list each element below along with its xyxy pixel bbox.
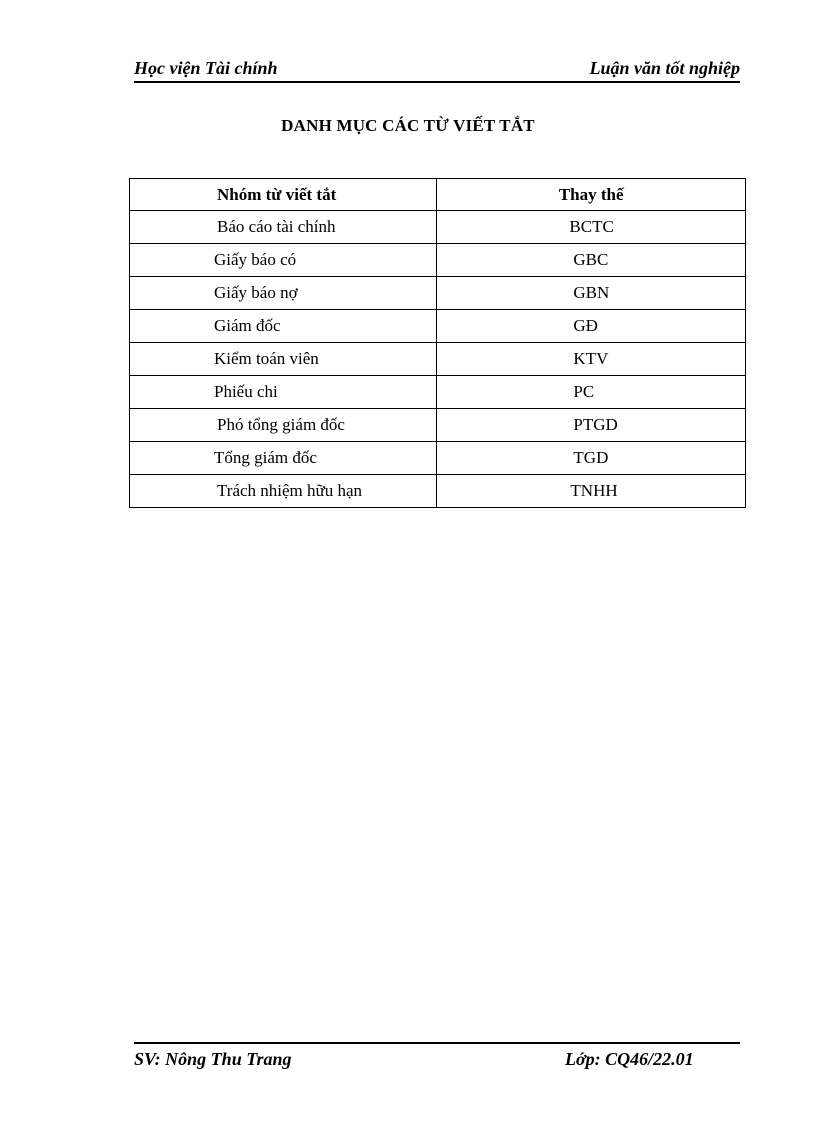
term-cell: Tổng giám đốc — [130, 442, 437, 475]
table-row — [130, 442, 746, 475]
term-cell: Giấy báo nợ — [130, 277, 437, 310]
header-institution: Học viện Tài chính — [134, 58, 278, 78]
term-cell: Giấy báo có — [130, 244, 437, 277]
abbreviation-cell: GĐ — [437, 310, 746, 343]
table-row — [130, 244, 746, 277]
abbreviation-table — [129, 178, 746, 508]
table-row — [130, 475, 746, 508]
term-cell: Giám đốc — [130, 310, 437, 343]
header-document-type: Luận văn tốt nghiệp — [589, 58, 740, 78]
abbreviation-cell: TGD — [437, 442, 746, 475]
table-row — [130, 376, 746, 409]
abbreviation-cell: TNHH — [437, 475, 746, 508]
page-footer — [134, 1042, 740, 1072]
page-header — [134, 57, 740, 83]
column-header-abbreviation: Thay thế — [437, 179, 746, 211]
term-cell: Kiểm toán viên — [130, 343, 437, 376]
abbreviation-cell: GBC — [437, 244, 746, 277]
table-header-row — [130, 179, 746, 211]
term-cell: Phó tổng giám đốc — [130, 409, 437, 442]
page-title: DANH MỤC CÁC TỪ VIẾT TẮT — [281, 116, 535, 135]
abbreviation-cell: BCTC — [437, 211, 746, 244]
abbreviation-cell: KTV — [437, 343, 746, 376]
abbreviation-cell: GBN — [437, 277, 746, 310]
abbreviation-cell: PC — [437, 376, 746, 409]
table-row — [130, 343, 746, 376]
abbreviation-cell: PTGD — [437, 409, 746, 442]
term-cell: Trách nhiệm hữu hạn — [130, 475, 437, 508]
term-cell: Phiếu chi — [130, 376, 437, 409]
term-cell: Báo cáo tài chính — [130, 211, 437, 244]
footer-student-name: SV: Nông Thu Trang — [134, 1049, 292, 1069]
table-row — [130, 409, 746, 442]
table-row — [130, 277, 746, 310]
table-row — [130, 310, 746, 343]
table-row — [130, 211, 746, 244]
column-header-term: Nhóm từ viết tắt — [130, 179, 437, 211]
footer-class-code: Lớp: CQ46/22.01 — [565, 1049, 694, 1069]
